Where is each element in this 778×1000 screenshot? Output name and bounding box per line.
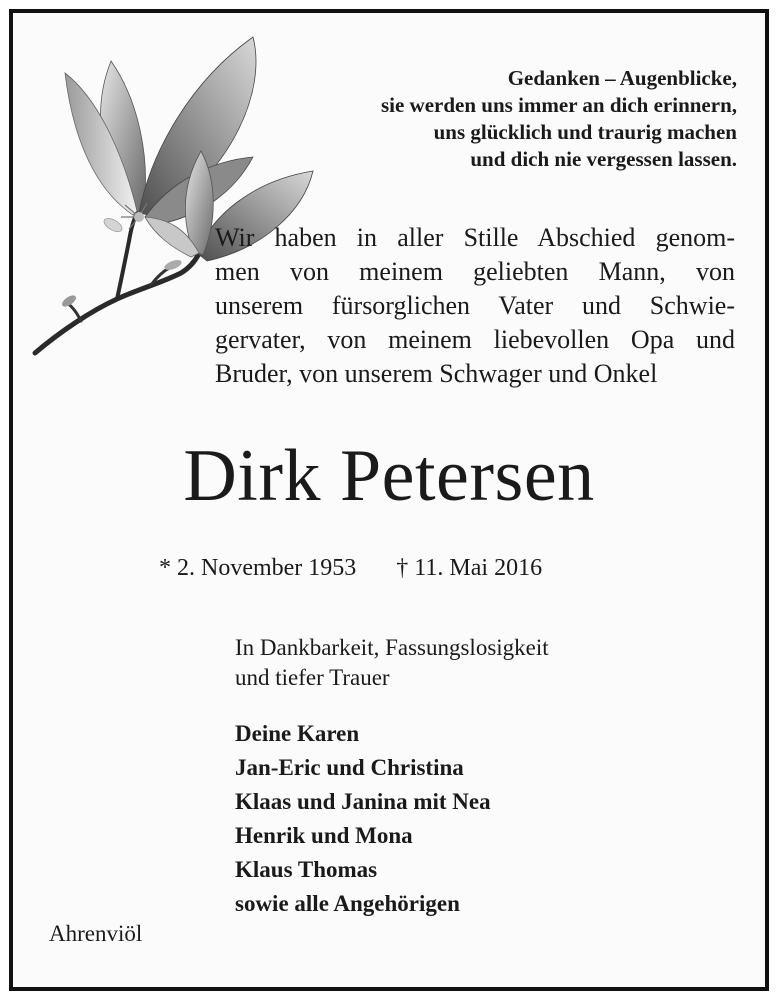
birth-date: * 2. November 1953 [159,555,357,581]
place-name: Ahrenviöl [49,921,143,946]
announcement-line: men von meinem geliebten Mann, von [215,257,735,286]
obituary-notice [9,9,769,991]
mourning-line: In Dankbarkeit, Fassungslosigkeit [235,635,549,660]
poem-line: Gedanken – Augenblicke, [507,66,737,90]
announcement-line: Bruder, von unserem Schwager und Onkel [215,359,658,388]
mourner-entry: Henrik und Mona [235,823,413,848]
mourning-line: und tiefer Trauer [235,665,390,690]
poem-line: uns glücklich und traurig machen [433,120,737,144]
mourner-entry: Deine Karen [235,721,360,746]
poem-line: und dich nie vergessen lassen. [470,147,737,171]
announcement-line: Wir haben in aller Stille Abschied genom- [215,223,735,252]
announcement-line: gervater, von meinem liebevollen Opa und [215,325,735,354]
death-date: † 11. Mai 2016 [396,555,543,581]
mourners-list [235,717,491,921]
mourning-phrase [235,633,549,693]
announcement-text [215,221,735,391]
poem-line: sie werden uns immer an dich erinnern, [380,93,737,117]
mourner-entry: Klaus Thomas [235,857,378,882]
mourner-entry: Jan-Eric und Christina [235,755,464,780]
life-dates [159,553,542,583]
mourner-entry: sowie alle Angehörigen [235,891,460,916]
mourner-entry: Klaas und Janina mit Nea [235,789,491,814]
deceased-name: Dirk Petersen [183,435,595,517]
memorial-poem [381,65,737,173]
announcement-line: unserem fürsorglichen Vater und Schwie- [215,291,735,320]
